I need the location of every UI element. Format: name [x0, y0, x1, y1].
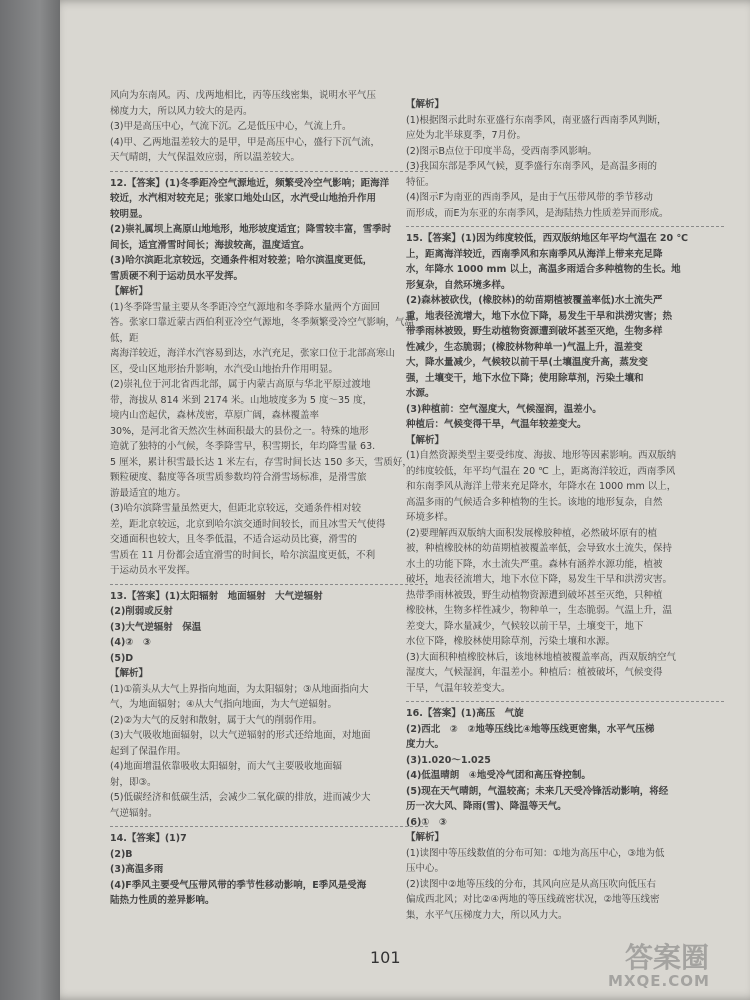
divider [406, 701, 724, 702]
text-line: (4)甲、乙两地温差较大的是甲，甲是高压中心，盛行下沉气流， [110, 136, 380, 148]
text-line: (2)②为大气的反射和散射，属于大气的削弱作用。 [110, 714, 322, 726]
answer-line: 强，土壤变干，地下水位下降；使用除草剂，污染土壤和 [406, 372, 644, 384]
text-line: 被，种植橡胶林的幼苗期植被覆盖率低，会导致水土流失，保持 [406, 543, 673, 554]
text-line: (3)甲是高压中心，气流下沉。乙是低压中心，气流上升。 [110, 121, 352, 132]
left-column [110, 88, 428, 909]
text-line: (3)哈尔滨降雪量虽然更大，但距北京较远，交通条件相对较 [110, 503, 361, 514]
answer-line: 大，降水量减少，气候较以前干旱(土壤温度升高，蒸发变 [406, 357, 648, 368]
text-line: 而形成，而E为东亚的东南季风，是海陆热力性质差异而形成。 [406, 207, 669, 219]
text-line: (2)崇礼位于河北省西北部，属于内蒙古高原与华北平原过渡地 [110, 379, 371, 390]
answer-line: 重，地表径流增大，地下水位下降，易发生干旱和洪涝灾害；热 [406, 310, 673, 322]
answer-line: (2)崇礼属坝上高原山地地形，地形坡度适宜；降雪较丰富，雪季时 [110, 224, 392, 235]
text-line: (1)①箭头从大气上界指向地面，为太阳辐射；③从地面指向大 [110, 683, 369, 695]
text-line: 干旱，气温年较差变大。 [406, 682, 511, 694]
text-line: 橡胶林，生物多样性减少，物种单一，生态脆弱。气温上升，温 [406, 605, 673, 616]
answer-line: 16.【答案】(1)高压 气旋 [406, 708, 524, 719]
text-line: 游最适宜的地方。 [110, 487, 187, 499]
text-line: 境内山峦起伏，森林茂密，草原广阔，森林覆盖率 [110, 410, 320, 421]
text-line: 风向为东南风。丙、戊两地相比，丙等压线密集，说明水平气压 [110, 90, 377, 101]
text-line: 差，距北京较远，北京到哈尔滨交通时间较长，而且冰雪天气使得 [110, 518, 386, 530]
answer-line: 水，年降水 1000 mm 以上，高温多雨适合多种植物的生长。地 [406, 264, 681, 275]
watermark-url: MXQE.COM [608, 972, 710, 990]
right-column [406, 97, 724, 923]
answer-line: 上，距离海洋较近，西南季风和东南季风从海洋上带来充足降 [406, 248, 663, 260]
answer-line: 较明显。 [110, 208, 149, 220]
text-line: 环境多样。 [406, 512, 454, 523]
answer-line: 12.【答案】(1)冬季距冷空气源地近，频繁受冷空气影响；距海洋 [110, 177, 390, 189]
answer-line: (4)② ③ [110, 637, 151, 648]
text-line: 压中心。 [406, 863, 445, 874]
answer-line: (5)现在天气晴朗，气温较高；未来几天受冷锋活动影响，将经 [406, 785, 669, 797]
text-line: 偏成西北风；对比②④两地的等压线疏密状况，②地等压线密 [406, 894, 660, 905]
text-line: 气逆辐射。 [110, 807, 158, 819]
text-line: 起到了保温作用。 [110, 745, 187, 757]
answer-line: (2)西北 ② ②地等压线比④地等压线更密集，水平气压梯 [406, 723, 655, 735]
text-line: 梯度力大，所以风力较大的是丙。 [110, 105, 253, 117]
text-line: 的纬度较低，年平均气温在 20 ℃ 上，距离海洋较近，西南季风 [406, 465, 676, 477]
analysis-heading: 【解析】 [110, 668, 149, 679]
answer-line: (3)哈尔滨距北京较远，交通条件相对较差；哈尔滨温度更低， [110, 255, 373, 266]
analysis-heading: 【解析】 [406, 99, 445, 110]
text-line: 区，受山区地形抬升影响，水汽受山地抬升作用明显。 [110, 363, 339, 375]
answer-line: 形复杂，自然环境多样。 [406, 279, 511, 291]
answer-line: 雪质硬不利于运动员水平发挥。 [110, 270, 244, 282]
text-line: (4)地面增温依靠吸收太阳辐射，而大气主要吸收地面辐 [110, 761, 342, 772]
divider [110, 584, 428, 585]
question-15 [406, 231, 724, 696]
text-line: 热带季雨林被毁，野生动植物资源遭到破坏甚至灭绝，只种植 [406, 589, 663, 601]
text-line: 于运动员水平发挥。 [110, 565, 196, 576]
text-line: 集，水平气压梯度力大，所以风力大。 [406, 909, 568, 921]
answer-line: 度力大。 [406, 739, 445, 750]
text-line: (4)图示F为南亚的西南季风，是由于气压带风带的季节移动 [406, 192, 653, 203]
text-line: 造就了独特的小气候，冬季降雪早，积雪期长，年均降雪量 63. [110, 441, 376, 452]
text-line: (1)读图中等压线数值的分布可知：①地为高压中心，③地为低 [406, 847, 665, 859]
text-line: 和东南季风从海洋上带来充足降水，年降水在 1000 mm 以上， [406, 481, 677, 492]
text-line: 5 厘米，累计积雪最长达 1 米左右，存雪时间长达 150 多天，雪质好， [110, 456, 412, 468]
text-line: 水位下降，橡胶林使用除草剂，污染土壤和水源。 [406, 636, 616, 647]
text-line: 高温多雨的气候适合多种植物的生长。该地的地形复杂，自然 [406, 496, 663, 508]
answer-line: 陆热力性质的差异影响。 [110, 895, 215, 906]
answer-line: 14.【答案】(1)7 [110, 833, 187, 844]
text-line: 特征。 [406, 176, 435, 188]
answer-line: (2)削弱或反射 [110, 606, 173, 617]
question-12 [110, 176, 428, 579]
text-line: 破坏，地表径流增大，地下水位下降，易发生干旱和洪涝灾害。 [406, 574, 673, 585]
answer-line: (6)① ③ [406, 816, 447, 828]
answer-line: 水源。 [406, 388, 435, 399]
question-13 [110, 589, 428, 822]
text-line: 交通面积也较大，且冬季低温，不适合运动员比赛，滑雪的 [110, 534, 358, 545]
answer-line: 15.【答案】(1)因为纬度较低，西双版纳地区年平均气温在 20 ℃ [406, 233, 688, 244]
top-lines [110, 88, 428, 166]
answer-line: 性减少，生态脆弱；(橡胶林物种单一)气温上升，温差变 [406, 341, 643, 353]
answer-line: 较近，水汽相对较充足；张家口地处山区，水汽受山地抬升作用 [110, 193, 377, 204]
text-line: 离海洋较近，海洋水汽容易到达，水汽充足，张家口位于北部高寒山 [110, 348, 396, 359]
text-line: (2)要理解西双版纳大面积发展橡胶种植，必然破坏原有的植 [406, 527, 657, 539]
answer-line: (2)森林被砍伐，(橡胶林)的幼苗期植被覆盖率低)水土流失严 [406, 295, 663, 306]
answer-line: (3)高温多雨 [110, 864, 164, 875]
text-line: 天气晴朗，大气保温效应弱，所以温差较大。 [110, 152, 301, 163]
answer-line: (3)1.020～1.025 [406, 754, 491, 766]
analysis-heading: 【解析】 [110, 286, 149, 297]
text-line: (3)我国东部是季风气候，夏季盛行东南季风，是高温多雨的 [406, 161, 657, 172]
text-line: 差变大，降水量减少，气候较以前干旱，土壤变干，地下 [406, 620, 644, 632]
analysis-heading: 【解析】 [406, 832, 445, 843]
text-line: 气，为地面辐射；④从大气指向地面，为大气逆辐射。 [110, 699, 338, 710]
analysis-heading: 【解析】 [406, 434, 445, 446]
answer-line: (4)F季风主要受气压带风带的季节性移动影响，E季风是受海 [110, 879, 367, 891]
answer-line: (2)B [110, 848, 133, 860]
text-line: 30%，是河北省天然次生林面积最大的县份之一。特殊的地形 [110, 425, 369, 437]
answer-line: 种植后：气候变得干旱，气温年较差变大。 [406, 419, 587, 430]
page-number: 101 [370, 948, 401, 967]
text-line: 雪质在 11 月份都会适宜滑雪的时间长，哈尔滨温度更低，不利 [110, 549, 376, 561]
answer-line: 历一次大风、降雨(雪)、降温等天气。 [406, 801, 567, 812]
text-line: (3)大面积种植橡胶林后，该地林地植被覆盖率高，西双版纳空气 [406, 651, 676, 663]
analysis-q11 [406, 97, 724, 221]
text-line: (3)大气吸收地面辐射，以大气逆辐射的形式还给地面，对地面 [110, 730, 371, 741]
question-16 [406, 706, 724, 923]
book-page [60, 0, 750, 1000]
answer-line: (4)低温晴朗 ④地受冷气团和高压脊控制。 [406, 770, 591, 781]
text-line: 湿度大，气候湿润，年温差小。种植后：植被破坏，气候变得 [406, 667, 663, 678]
text-line: 答。张家口靠近蒙古西伯利亚冷空气源地，冬季频繁受冷空气影响，气温低，距 [110, 317, 415, 344]
answer-line: 间长，适宜滑雪时间长；海拔较高，温度适宜。 [110, 239, 310, 251]
text-line: (1)自然资源类型主要受纬度、海拔、地形等因素影响。西双版纳 [406, 450, 676, 461]
answer-line: (3)大气逆辐射 保温 [110, 621, 202, 633]
text-line: (1)根据图示此时东亚盛行东南季风，南亚盛行西南季风判断， [406, 114, 667, 126]
question-14 [110, 831, 428, 909]
divider [110, 826, 428, 827]
text-line: 带，海拔从 814 米到 2174 米。山地坡度多为 5 度～35 度， [110, 394, 373, 406]
divider [406, 226, 724, 227]
answer-line: (5)D [110, 652, 134, 664]
answer-line: 13.【答案】(1)太阳辐射 地面辐射 大气逆辐射 [110, 590, 323, 602]
watermark-logo: 答案圈 [625, 941, 710, 974]
answer-line: (3)种植前：空气湿度大，气候湿润，温差小。 [406, 403, 602, 415]
text-line: 射，即③。 [110, 776, 157, 788]
answer-line: 带季雨林被毁，野生动植物资源遭到破坏甚至灭绝，生物多样 [406, 326, 663, 337]
text-line: 颗粒硬度、黏度等各项雪质参数均符合滑雪场标准，是滑雪旅 [110, 472, 367, 483]
text-line: 应处为北半球夏季，7月份。 [406, 130, 527, 141]
text-line: 水土的功能下降，水土流失严重。森林有涵养水源功能，植被 [406, 558, 663, 570]
text-line: (1)冬季降雪量主要从冬季距冷空气源地和冬季降水量两个方面回 [110, 301, 380, 313]
text-line: (2)图示B点位于印度半岛，受西南季风影响。 [406, 145, 597, 157]
divider [110, 171, 428, 172]
text-line: (2)读图中②地等压线的分布，其风向应是从高压吹向低压右 [406, 878, 656, 890]
text-line: (5)低碳经济和低碳生活，会减少二氧化碳的排放，进而减少大 [110, 792, 371, 803]
